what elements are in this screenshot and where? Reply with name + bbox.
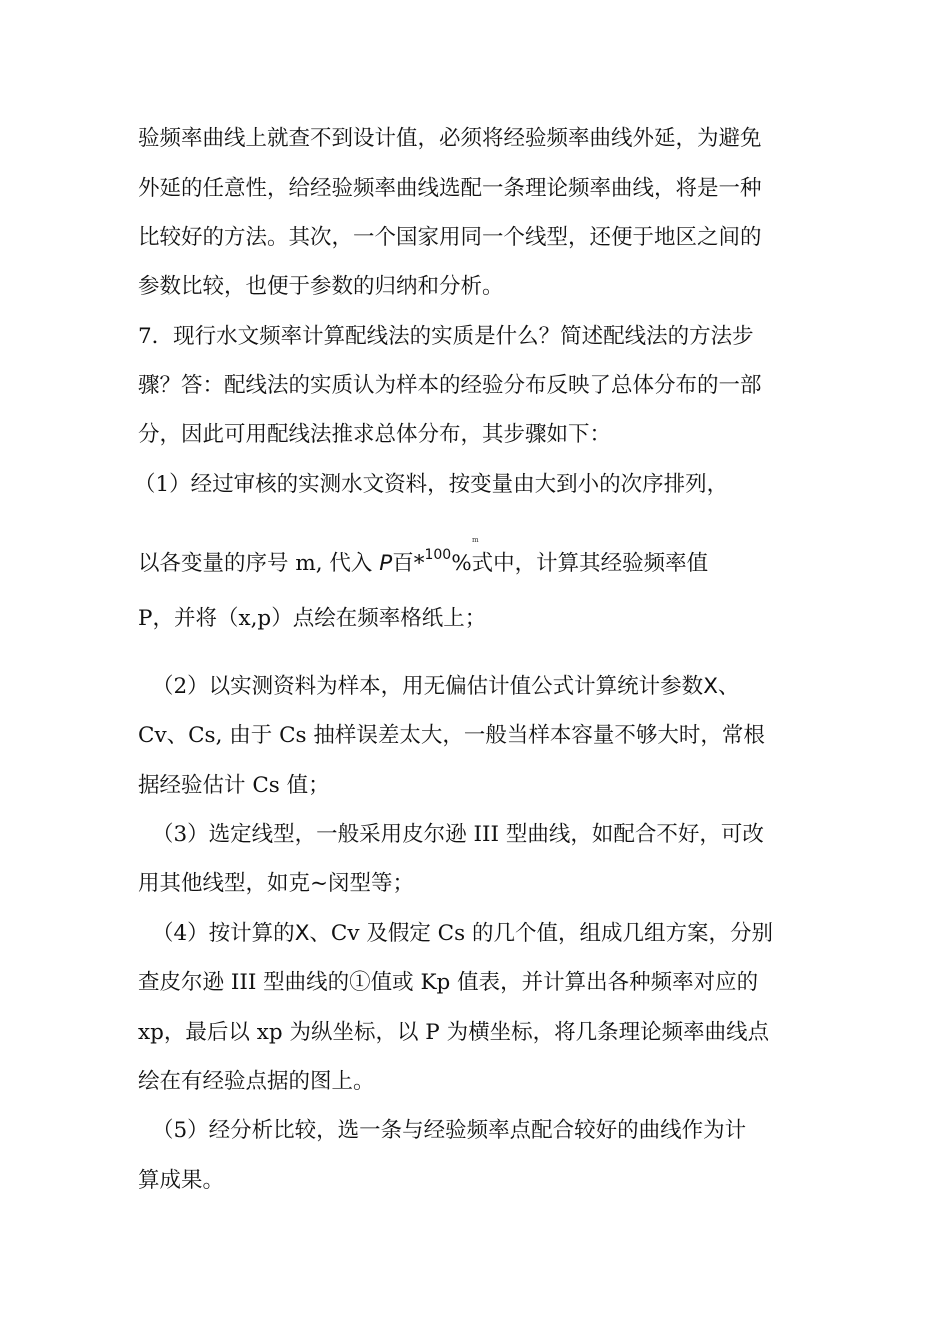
symbol-x: X [294,921,310,946]
text-line: xp，最后以 xp 为纵坐标，以 P 为横坐标，将几条理论频率曲线点 [138,1020,770,1045]
symbol-x: X [703,674,718,699]
formula-pre: 以各变量的序号 m, 代入 [138,551,380,576]
text-line: 验频率曲线上就查不到设计值，必须将经验频率曲线外延，为避免 [138,126,762,151]
step-2-line [152,672,852,702]
text-line: 绘在有经验点据的图上。 [138,1069,375,1094]
formula-superscript: 100 [424,547,452,563]
formula-p: P [379,551,393,576]
question-line: 7．现行水文频率计算配线法的实质是什么？简述配线法的方法步 [138,324,754,349]
text-line: 比较好的方法。其次，一个国家用同一个线型，还便于地区之间的 [138,225,762,250]
formula-star: * [413,551,425,576]
step-4-line [152,919,852,949]
step-3-line: （3）选定线型，一般采用皮尔逊 III 型曲线，如配合不好，可改 [152,822,764,847]
text-line: 骤？答：配线法的实质认为样本的经验分布反映了总体分布的一部 [138,373,762,398]
text-line: 查皮尔逊 III 型曲线的①值或 Kp 值表，并计算出各种频率对应的 [138,970,759,995]
text-line: 外延的任意性，给经验频率曲线选配一条理论频率曲线，将是一种 [138,176,762,201]
text-line: 参数比较，也便于参数的归纳和分析。 [138,274,504,299]
formula-line [138,549,838,581]
text-line: 算成果。 [138,1168,225,1193]
text-line: 据经验估计 Cs 值； [138,773,330,798]
formula-tiny-mark: m [472,536,479,544]
step-5-line: （5）经分析比较，选一条与经验频率点配合较好的曲线作为计 [152,1118,747,1143]
text-line: Cv、Cs, 由于 Cs 抽样误差太大，一般当样本容量不够大时，常根 [138,723,765,748]
step-4-text-a: （4）按计算的 [152,921,295,946]
step-1-line: （1）经过审核的实测水文资料，按变量由大到小的次序排列， [134,472,729,497]
formula-post: %式中，计算其经验频率值 [451,551,709,576]
symbol-sep: 、 [717,674,740,699]
text-line: 用其他线型，如克~闵型等； [138,871,415,896]
text-line: P，并将（x,p）点绘在频率格纸上； [138,606,487,631]
step-2-text: （2）以实测资料为样本，用无偏估计值公式计算统计参数 [152,674,704,699]
text-line: 分，因此可用配线法推求总体分布，其步骤如下： [138,422,612,447]
step-4-text-b: 、Cv 及假定 Cs 的几个值，组成几组方案，分别 [309,921,774,946]
formula-mid: 百 [392,551,414,576]
